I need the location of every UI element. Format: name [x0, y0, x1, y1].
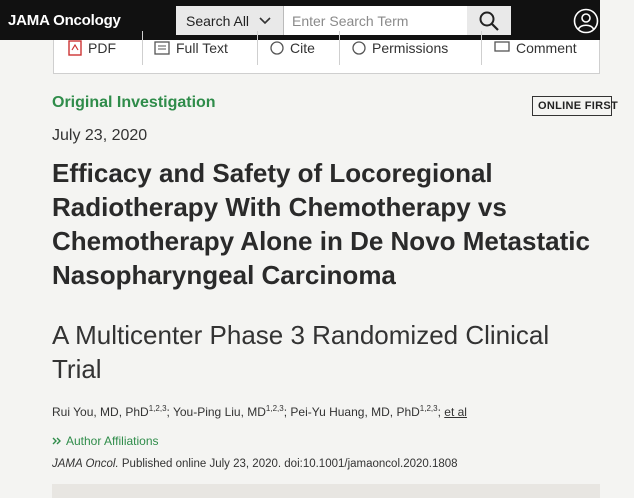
author-name[interactable]: You-Ping Liu, MD [172, 405, 266, 419]
author-affiliations-label: Author Affiliations [66, 434, 159, 448]
search-scope-label: Search All [186, 12, 250, 29]
chevron-down-icon [257, 13, 273, 29]
toolbar-label: Permissions [372, 40, 449, 56]
et-al-link[interactable]: et al [444, 405, 467, 419]
toolbar-pdf-button[interactable] [68, 31, 143, 65]
search-icon [478, 10, 500, 32]
article-toolbar [53, 40, 600, 74]
author-name[interactable]: Pei-Yu Huang, MD, PhD [290, 405, 420, 419]
online-first-badge: ONLINE FIRST [532, 96, 612, 116]
author-affiliation-sup: 1,2,3 [265, 404, 284, 413]
article-title: Efficacy and Safety of Locoregional Radiotherapy With Chemotherapy vs Chemotherapy Alone in De Novo Metastatic Nasopharyngeal Carcinoma [52, 158, 590, 290]
permissions-icon [352, 41, 366, 55]
article-type-label[interactable]: Original Investigation [52, 94, 216, 111]
comment-icon [494, 41, 510, 55]
citation-text: Published online July 23, 2020. doi:10.1001/jamaoncol.2020.1808 [118, 458, 458, 470]
bottom-divider [52, 484, 600, 498]
document-icon [154, 41, 170, 55]
author-affiliations-toggle[interactable] [52, 434, 159, 448]
author-list: Rui You, MD, PhD$^{1,2,3}$; You-Ping Liu, MD$^{1,2,3}$; Pei-Yu Huang, MD, PhD$^{1,2,3}$; et al [52, 404, 467, 419]
publication-date: July 23, 2020 [52, 127, 148, 144]
toolbar-label: PDF [88, 40, 116, 56]
pdf-icon [68, 40, 82, 56]
toolbar-full-text-button[interactable] [154, 31, 258, 65]
toolbar-label: Cite [290, 40, 315, 56]
toolbar-comment-button[interactable] [494, 31, 634, 65]
toolbar-cite-button[interactable] [270, 31, 340, 65]
author-affiliation-sup: 1,2,3 [419, 404, 438, 413]
journal-abbrev: JAMA Oncol. [52, 458, 119, 470]
quote-icon [270, 41, 284, 55]
toolbar-permissions-button[interactable] [352, 31, 482, 65]
double-chevron-right-icon [52, 436, 62, 446]
author-name[interactable]: Rui You, MD, PhD [52, 405, 149, 419]
journal-logo[interactable]: JAMA Oncology [8, 12, 121, 29]
citation-line [52, 458, 458, 470]
toolbar-label: Full Text [176, 40, 228, 56]
article-subtitle: A Multicenter Phase 3 Randomized Clinical Trial [52, 320, 550, 384]
toolbar-label: Comment [516, 40, 577, 56]
author-affiliation-sup: 1,2,3 [148, 404, 167, 413]
